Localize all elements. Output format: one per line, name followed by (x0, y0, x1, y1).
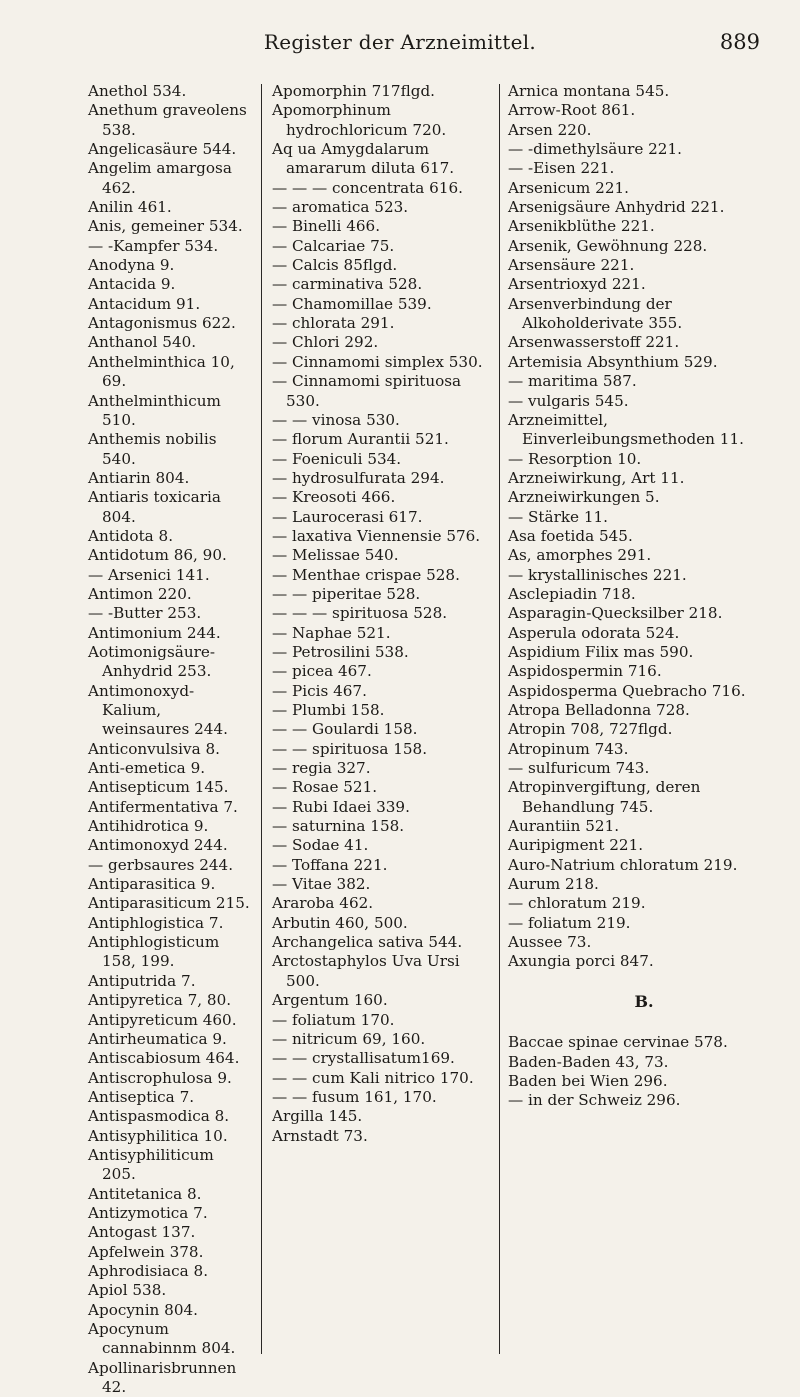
index-entry: Apollinarisbrunnen 42. (88, 1358, 237, 1397)
index-entry: Baccae spinae cervinae 578. (508, 1033, 728, 1052)
index-entry: Arnica montana 545. (508, 82, 670, 100)
column-divider (261, 84, 262, 1354)
index-entry: — krystallinisches 221. (508, 565, 687, 584)
index-entry: Aspidosperma Quebracho 716. (508, 681, 746, 700)
index-entry: — Chamomillae 539. (272, 294, 432, 313)
index-entry: — saturnina 158. (272, 817, 405, 836)
index-entry: — Stärke 11. (508, 507, 609, 526)
index-entry: Antipyreticum 460. (88, 1010, 237, 1029)
index-entry: Arsentrioxyd 221. (508, 275, 646, 294)
index-entry: — laxativa Viennensie 576. (272, 526, 481, 545)
index-entry: Arnstadt 73. (272, 1126, 368, 1145)
index-entry: Auro-Natrium chloratum 219. (508, 855, 738, 874)
index-entry: — Plumbi 158. (272, 701, 385, 719)
index-entry: — in der Schweiz 296. (508, 1091, 681, 1110)
index-entry: Aspidium Filix mas 590. (508, 642, 694, 661)
index-entry: — — — spirituosa 528. (272, 604, 448, 623)
index-entry: — Rubi Idaei 339. (272, 797, 410, 816)
index-entry: — -Kampfer 534. (88, 236, 219, 255)
index-entry: Antisyphilitica 10. (88, 1126, 228, 1145)
index-entry: — Binelli 466. (272, 217, 381, 236)
index-entry: Antifermentativa 7. (88, 797, 238, 816)
index-entry: Antogast 137. (88, 1223, 196, 1242)
index-entry: Archangelica sativa 544. (272, 933, 463, 952)
index-entry: — Foeniculi 534. (272, 449, 402, 468)
index-entry: — florum Aurantii 521. (272, 430, 449, 449)
index-entry: Antagonismus 622. (88, 314, 236, 333)
index-entry: Anti-emetica 9. (88, 759, 206, 778)
index-entry: Arsenikblüthe 221. (508, 217, 655, 236)
index-entry: — Calcis 85flgd. (272, 256, 398, 275)
index-entry: Antisepticum 145. (88, 778, 229, 797)
index-entry: Asclepiadin 718. (508, 584, 636, 603)
index-entry: Arsensäure 221. (508, 256, 635, 275)
index-entry: — Picis 467. (272, 681, 367, 700)
index-entry: Aussee 73. (508, 933, 592, 952)
index-entry: Argilla 145. (272, 1107, 363, 1126)
index-entry: Aotimonigsäure-Anhydrid 253. (88, 642, 215, 681)
index-entry: — sulfuricum 743. (508, 759, 650, 778)
page-number: 889 (719, 30, 760, 54)
index-entry: Arsen 220. (508, 120, 592, 139)
column-divider (499, 84, 500, 1354)
index-entry: — Cinnamomi spirituosa 530. (272, 372, 462, 410)
running-title: Register der Arzneimittel. (263, 30, 537, 54)
index-column-3 (508, 82, 780, 1111)
index-entry: — Vitae 382. (272, 875, 371, 894)
index-entry: Arrow-Root 861. (508, 101, 636, 120)
index-entry: — gerbsaures 244. (88, 855, 234, 874)
index-entry: — -Butter 253. (88, 604, 202, 623)
index-entry: Apocynum cannabinnm 804. (88, 1320, 236, 1358)
index-entry: Antiarin 804. (88, 468, 190, 487)
index-entry: — nitricum 69, 160. (272, 1029, 426, 1048)
index-column-2 (272, 82, 492, 1146)
index-entry: Anethol 534. (88, 82, 187, 100)
page-header (0, 30, 800, 70)
index-entry: — -Eisen 221. (508, 159, 615, 178)
index-entry: — Sodae 41. (272, 836, 369, 855)
index-entry: — — Goulardi 158. (272, 720, 418, 739)
index-entry: — Resorption 10. (508, 449, 642, 468)
index-entry: Aspidospermin 716. (508, 662, 662, 681)
index-entry: Antiphlogistica 7. (88, 913, 224, 932)
index-entry: Aurum 218. (508, 875, 599, 894)
index-entry: Artemisia Absynthium 529. (508, 352, 718, 371)
index-entry: — regia 327. (272, 759, 371, 778)
index-entry: Anethum graveolens 538. (88, 101, 247, 139)
index-entry: — — spirituosa 158. (272, 739, 428, 758)
index-entry: Antiparasiticum 215. (88, 894, 250, 913)
index-entry: — foliatum 170. (272, 1010, 395, 1029)
index-entry: Antizymotica 7. (88, 1203, 208, 1222)
index-entry: — aromatica 523. (272, 198, 409, 217)
index-entry: Antiscrophulosa 9. (88, 1068, 232, 1087)
index-entry: — — piperitae 528. (272, 584, 421, 603)
index-entry: Aurantiin 521. (508, 817, 620, 836)
index-entry: — chlorata 291. (272, 314, 395, 333)
index-entry: — Rosae 521. (272, 778, 378, 797)
index-entry: Arsenicum 221. (508, 178, 629, 197)
index-entry: — maritima 587. (508, 372, 637, 391)
index-entry: Atropinum 743. (508, 739, 629, 758)
index-entry: Angelicasäure 544. (88, 140, 237, 159)
index-entry: Antipyretica 7, 80. (88, 991, 232, 1010)
index-entry: Anthanol 540. (88, 333, 197, 352)
index-entry: Aq ua Amygdalarum amararum diluta 617. (272, 140, 455, 178)
index-entry: Antimonoxyd 244. (88, 836, 228, 855)
index-entry: Anthelminthica 10, 69. (88, 352, 235, 391)
index-entry: Araroba 462. (272, 894, 374, 913)
index-entry: Anthemis nobilis 540. (88, 430, 217, 468)
index-entry: — -dimethylsäure 221. (508, 140, 682, 159)
index-entry: Asparagin-Quecksilber 218. (508, 604, 723, 623)
index-entry: Antiphlogisticum 158, 199. (88, 933, 220, 971)
index-entry: Antidota 8. (88, 526, 174, 545)
index-entry: — hydrosulfurata 294. (272, 468, 445, 487)
index-entry: Anilin 461. (88, 198, 172, 217)
index-entry: Antitetanica 8. (88, 1184, 202, 1203)
index-entry: Antihidrotica 9. (88, 817, 209, 836)
index-entry: Asa foetida 545. (508, 526, 633, 545)
index-entry: — — crystallisatum169. (272, 1049, 455, 1068)
index-entry: Antiscabiosum 464. (88, 1049, 240, 1068)
index-entry: Anthelminthicum 510. (88, 391, 221, 429)
index-entry: Antimonium 244. (88, 623, 221, 642)
index-entry: Angelim amargosa 462. (88, 159, 232, 197)
index-entry: Antiseptica 7. (88, 1087, 195, 1106)
index-entry: Arbutin 460, 500. (272, 913, 408, 932)
index-entry: — Arsenici 141. (88, 565, 210, 584)
index-entry: Antiputrida 7. (88, 971, 196, 990)
index-entry: — — vinosa 530. (272, 410, 400, 429)
index-entry: As, amorphes 291. (508, 546, 652, 565)
index-entry: Antidotum 86, 90. (88, 546, 227, 565)
index-entry: Antirheumatica 9. (88, 1029, 227, 1048)
index-entry: Apomorphinum hydrochloricum 720. (272, 101, 447, 139)
index-entry: Arctostaphylos Uva Ursi 500. (272, 952, 460, 990)
index-entry: — Laurocerasi 617. (272, 507, 423, 526)
index-entry: — chloratum 219. (508, 894, 646, 913)
index-entry: Argentum 160. (272, 991, 388, 1010)
index-entry: Antimon 220. (88, 584, 192, 603)
index-entry: Anticonvulsiva 8. (88, 739, 220, 758)
index-entry: Apfelwein 378. (88, 1242, 204, 1261)
section-letter: B. (634, 991, 654, 1011)
index-entry: — picea 467. (272, 662, 372, 681)
index-entry: Arsenigsäure Anhydrid 221. (508, 198, 725, 217)
index-entry: Antisyphiliticum 205. (88, 1145, 214, 1184)
index-entry: Atropinvergiftung, deren Behandlung 745. (508, 778, 701, 816)
index-entry: Antispasmodica 8. (88, 1107, 230, 1126)
index-entry: — — — concentrata 616. (272, 178, 463, 197)
index-entry: Antiaris toxicaria 804. (88, 488, 221, 526)
index-entry: — Toffana 221. (272, 855, 388, 874)
index-entry: Arzneiwirkungen 5. (508, 488, 660, 507)
index-entry: — Menthae crispae 528. (272, 565, 460, 584)
index-entry: — Melissae 540. (272, 546, 399, 565)
index-entry: — carminativa 528. (272, 275, 423, 294)
index-entry: Aphrodisiaca 8. (88, 1261, 209, 1280)
index-entry: Anodyna 9. (88, 256, 175, 275)
index-entry: Atropa Belladonna 728. (508, 701, 690, 719)
index-entry: Asperula odorata 524. (508, 623, 680, 642)
index-entry: — Chlori 292. (272, 333, 379, 352)
index-entry: Atropin 708, 727flgd. (508, 720, 673, 739)
index-entry: Apiol 538. (88, 1281, 167, 1300)
index-entry: Apocynin 804. (88, 1300, 198, 1319)
index-entry: Antacida 9. (88, 275, 176, 294)
index-entry: — — cum Kali nitrico 170. (272, 1068, 474, 1087)
index-entry: — Naphae 521. (272, 623, 391, 642)
index-entry: — Cinnamomi simplex 530. (272, 352, 483, 371)
index-entry: — Calcariae 75. (272, 236, 395, 255)
index-entry: Baden-Baden 43, 73. (508, 1052, 669, 1071)
index-entry: Arzneiwirkung, Art 11. (508, 468, 685, 487)
index-entry: Apomorphin 717flgd. (272, 82, 435, 100)
index-column-1 (88, 82, 250, 1397)
index-entry: — foliatum 219. (508, 913, 631, 932)
index-entry: — Kreosoti 466. (272, 488, 396, 507)
index-entry: — vulgaris 545. (508, 391, 629, 410)
index-entry: Arsenverbindung der Alkoholderivate 355. (508, 294, 683, 333)
index-entry: Arsenik, Gewöhnung 228. (508, 236, 708, 255)
index-entry: Arsenwasserstoff 221. (508, 333, 680, 352)
index-entry: Arzneimittel, Einverleibungsmethoden 11. (508, 410, 744, 449)
index-entry: — — fusum 161, 170. (272, 1087, 437, 1106)
index-entry: Antacidum 91. (88, 294, 201, 313)
index-entry: Antiparasitica 9. (88, 875, 216, 894)
index-entry: Antimonoxyd-Kalium, weinsaures 244. (88, 681, 228, 739)
index-entry: — Petrosilini 538. (272, 642, 409, 661)
index-entry: Auripigment 221. (508, 836, 644, 855)
index-entry: Anis, gemeiner 534. (88, 217, 243, 236)
index-entry: Axungia porci 847. (508, 952, 654, 971)
index-entry: Baden bei Wien 296. (508, 1071, 668, 1090)
